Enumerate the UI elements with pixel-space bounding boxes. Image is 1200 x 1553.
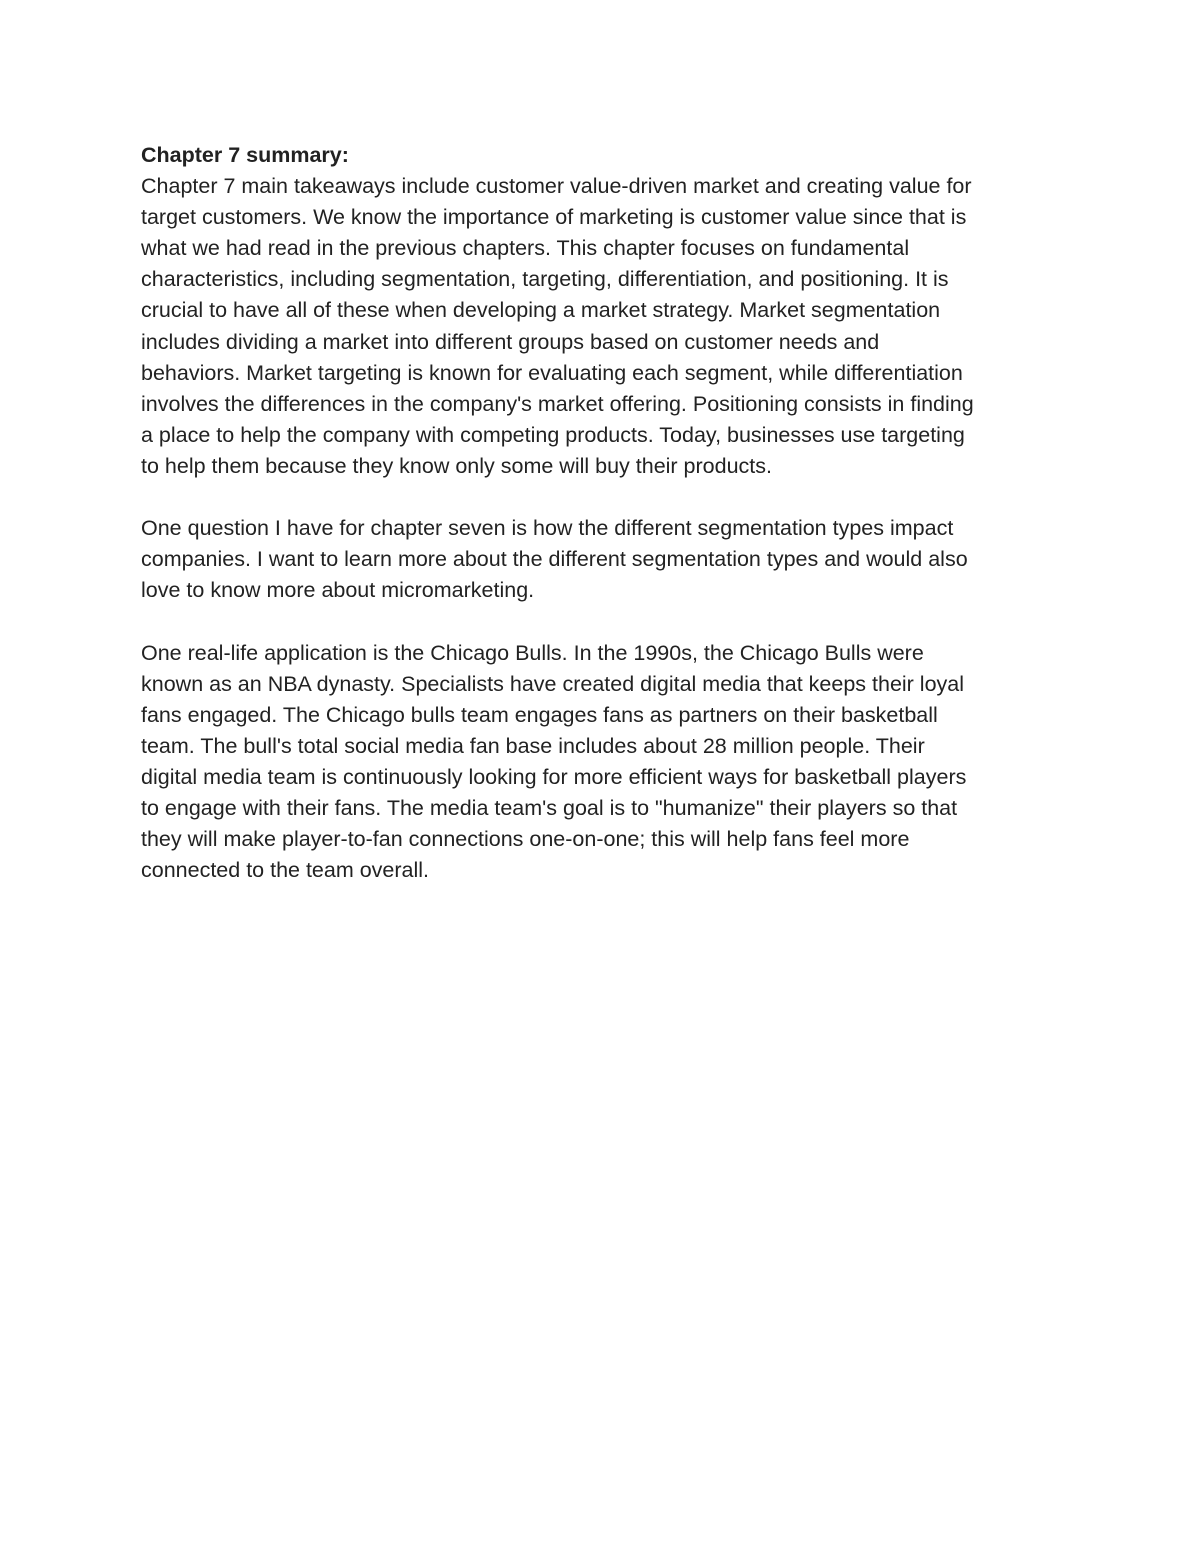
document-body xyxy=(141,140,1066,886)
chapter-heading: Chapter 7 summary: xyxy=(141,143,349,167)
text-line: connected to the team overall. xyxy=(141,858,430,883)
text-line: characteristics, including segmentation, targeting, differentiation, and positioning. It is xyxy=(141,267,949,292)
text-line: involves the differences in the company's market offering. Positioning consists in finding xyxy=(141,391,974,416)
text-line: digital media team is continuously looking for more efficient ways for basketball players xyxy=(141,764,967,789)
text-line: to engage with their fans. The media team's goal is to "humanize" their players so that xyxy=(141,795,958,820)
text-line: to help them because they know only some will buy their products. xyxy=(141,453,772,478)
text-line: companies. I want to learn more about the different segmentation types and would also xyxy=(141,547,968,572)
summary-paragraph xyxy=(141,171,1066,482)
text-line: includes dividing a market into different groups based on customer needs and xyxy=(141,329,880,354)
text-line: love to know more about micromarketing. xyxy=(141,578,535,603)
question-paragraph xyxy=(141,513,1066,606)
text-line: a place to help the company with competing products. Today, businesses use targeting xyxy=(141,422,965,447)
text-line: what we had read in the previous chapters. This chapter focuses on fundamental xyxy=(141,236,910,261)
text-line: One real-life application is the Chicago Bulls. In the 1990s, the Chicago Bulls were xyxy=(141,640,924,665)
text-line: target customers. We know the importance of marketing is customer value since that is xyxy=(141,205,967,230)
text-line: crucial to have all of these when developing a market strategy. Market segmentation xyxy=(141,298,941,323)
text-line: One question I have for chapter seven is how the different segmentation types impact xyxy=(141,516,954,541)
application-paragraph xyxy=(141,638,1066,887)
text-line: behaviors. Market targeting is known for evaluating each segment, while differentiation xyxy=(141,360,963,385)
text-line: team. The bull's total social media fan base includes about 28 million people. Their xyxy=(141,733,925,758)
text-line: Chapter 7 main takeaways include customer value-driven market and creating value for xyxy=(141,174,972,199)
text-line: they will make player-to-fan connections one-on-one; this will help fans feel more xyxy=(141,827,910,852)
text-line: known as an NBA dynasty. Specialists have created digital media that keeps their loyal xyxy=(141,671,965,696)
text-line: fans engaged. The Chicago bulls team engages fans as partners on their basketball xyxy=(141,702,938,727)
